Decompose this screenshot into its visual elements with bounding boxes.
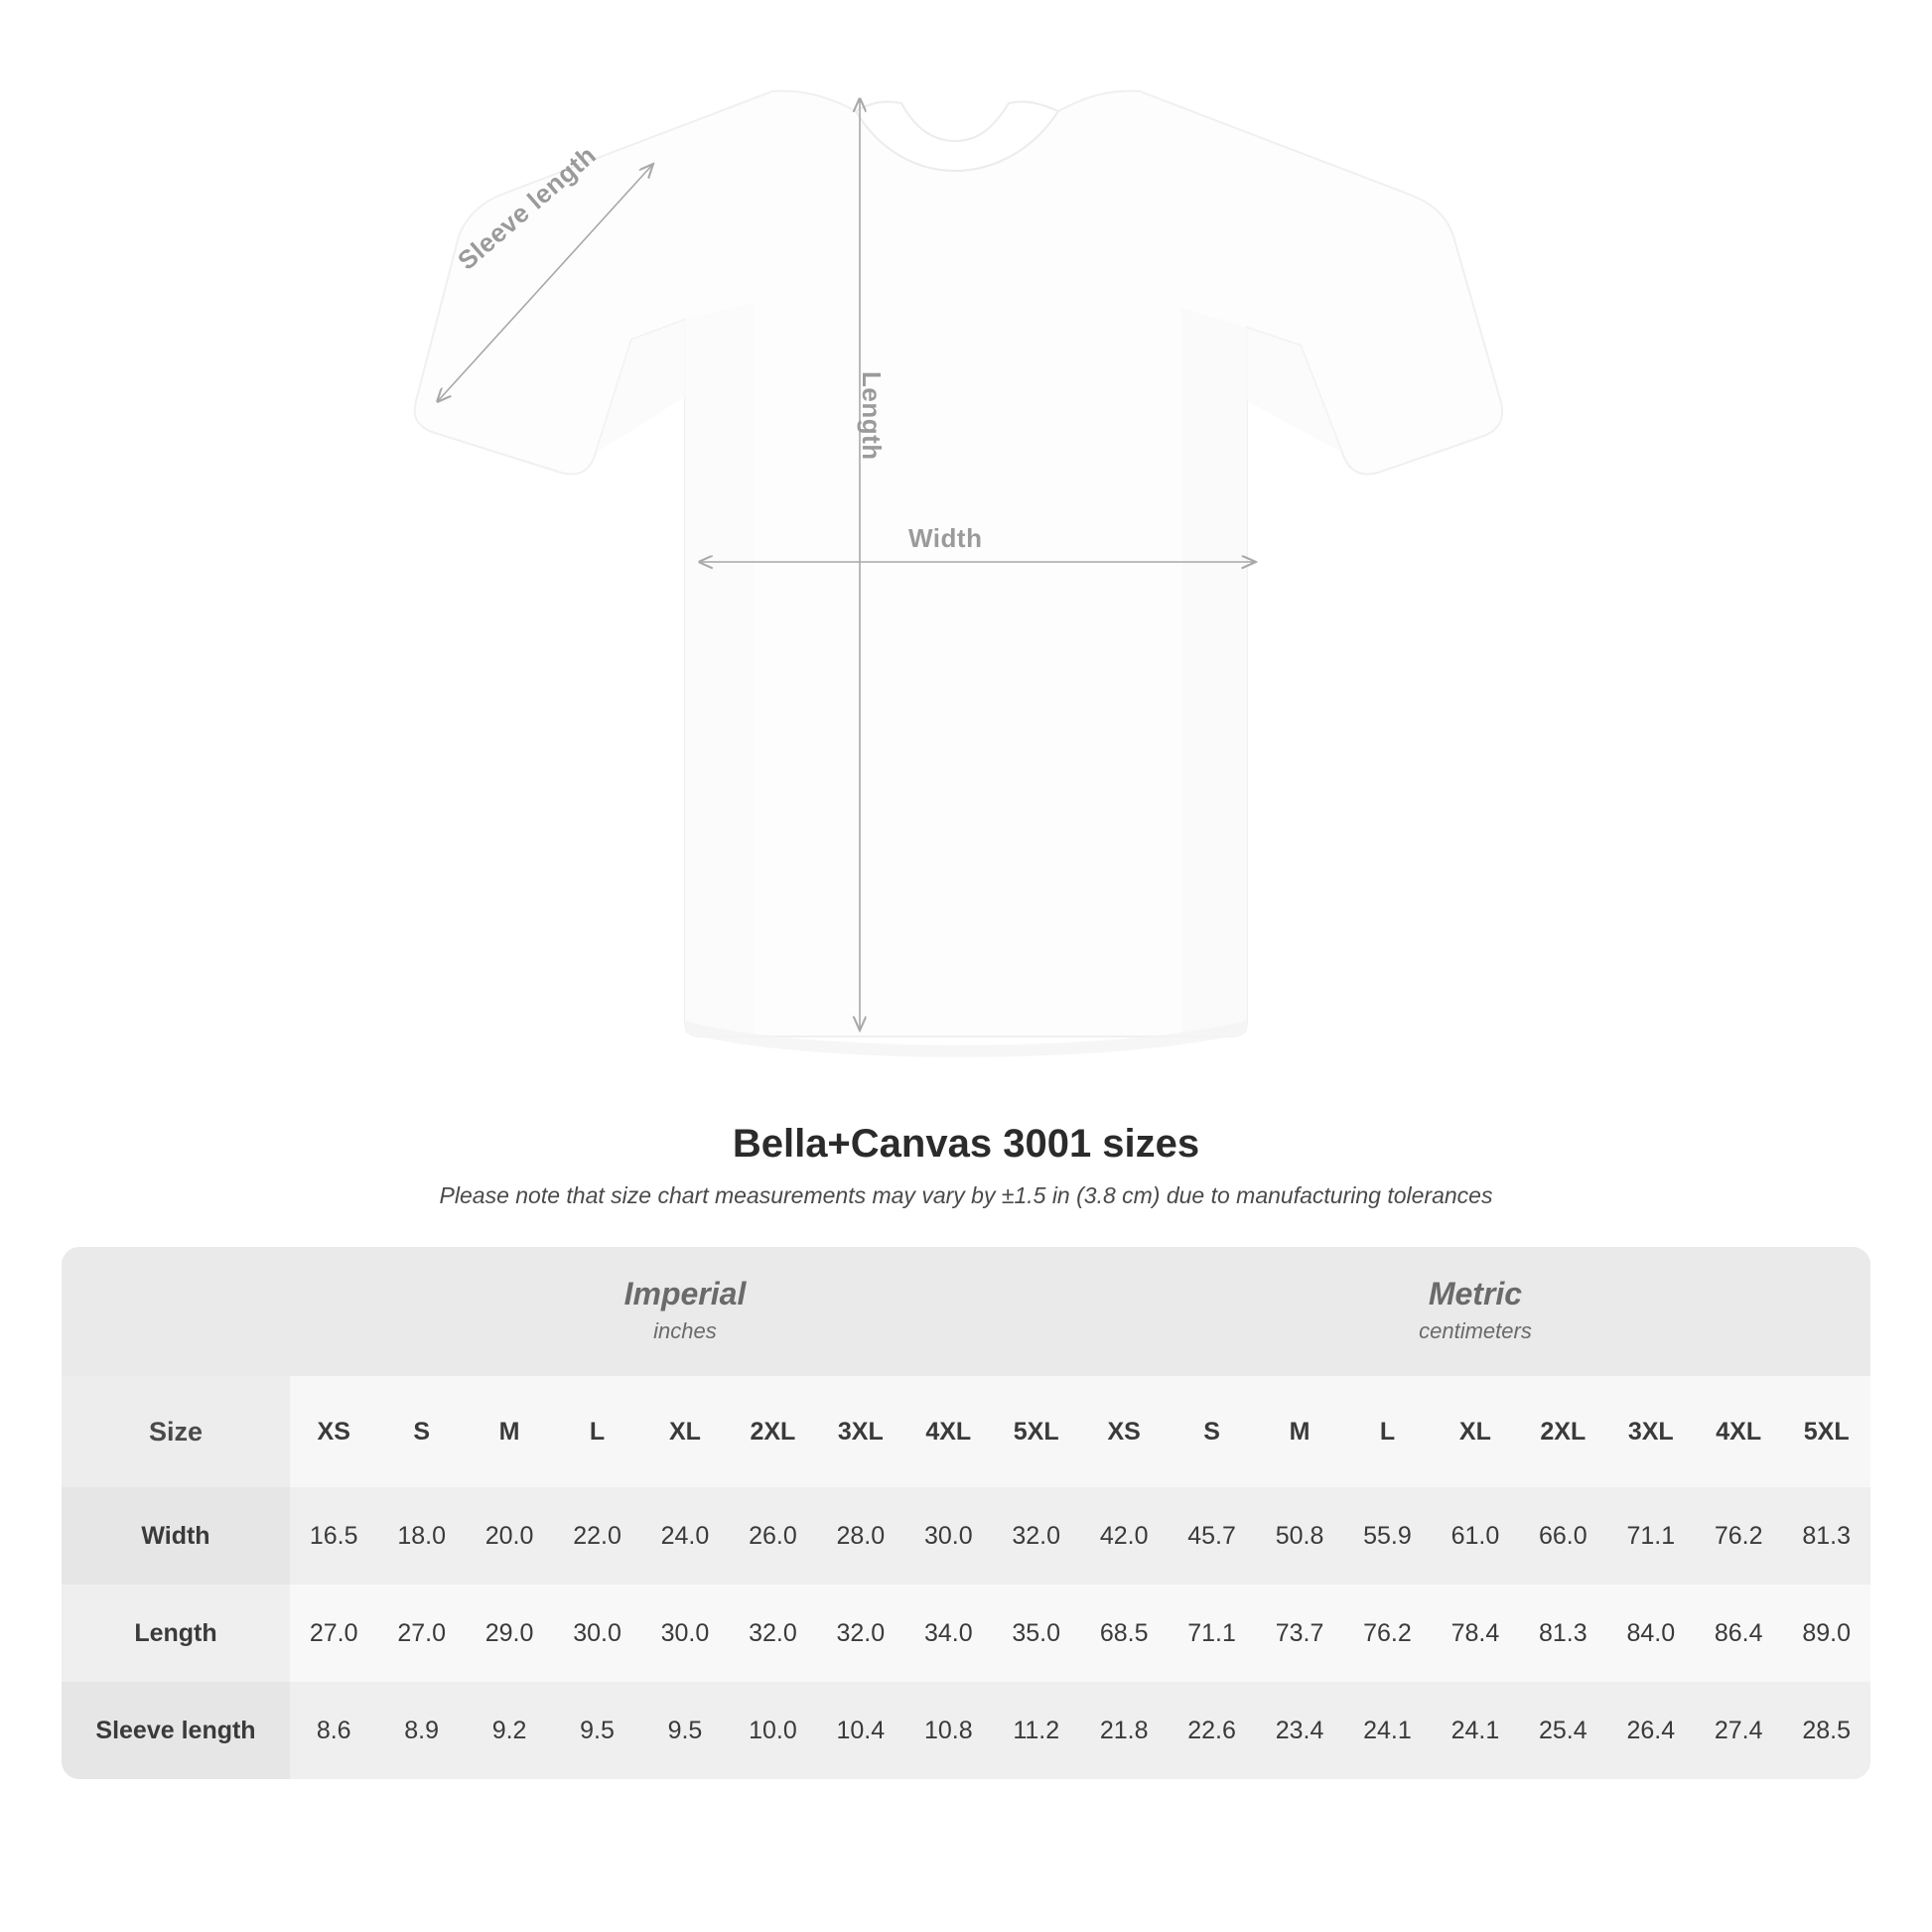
- tshirt-shape: [415, 91, 1502, 1057]
- table-cell: 8.9: [377, 1682, 465, 1779]
- table-cell: 73.7: [1256, 1585, 1343, 1682]
- table-cell: 32.0: [729, 1585, 816, 1682]
- size-header-cell: XS: [1080, 1376, 1168, 1487]
- table-cell: 34.0: [904, 1585, 992, 1682]
- table-cell: 45.7: [1168, 1487, 1255, 1585]
- table-cell: 61.0: [1432, 1487, 1519, 1585]
- size-header-cell: 4XL: [904, 1376, 992, 1487]
- table-cell: 71.1: [1607, 1487, 1695, 1585]
- table-cell: 81.3: [1782, 1487, 1870, 1585]
- length-label: Length: [857, 371, 887, 461]
- table-cell: 76.2: [1343, 1585, 1431, 1682]
- table-cell: 29.0: [466, 1585, 553, 1682]
- unit-group-name: Metric: [1428, 1276, 1523, 1312]
- table-cell: 9.5: [641, 1682, 729, 1779]
- table-cell: 86.4: [1695, 1585, 1782, 1682]
- table-cell: 28.0: [817, 1487, 904, 1585]
- table-cell: 18.0: [377, 1487, 465, 1585]
- size-header-cell: 3XL: [1607, 1376, 1695, 1487]
- table-cell: 32.0: [817, 1585, 904, 1682]
- table-cell: 24.1: [1343, 1682, 1431, 1779]
- size-header-cell: 5XL: [1782, 1376, 1870, 1487]
- unit-header-spacer: [62, 1247, 290, 1376]
- measurement-note: Please note that size chart measurements may vary by ±1.5 in (3.8 cm) due to manufacturing tolerances: [439, 1182, 1493, 1208]
- table-cell: 24.1: [1432, 1682, 1519, 1779]
- size-header-cell: 2XL: [1519, 1376, 1606, 1487]
- table-cell: 32.0: [993, 1487, 1080, 1585]
- table-cell: 30.0: [553, 1585, 640, 1682]
- unit-group-metric: [1080, 1247, 1870, 1376]
- table-cell: 23.4: [1256, 1682, 1343, 1779]
- size-header-cell: 3XL: [817, 1376, 904, 1487]
- table-cell: 76.2: [1695, 1487, 1782, 1585]
- size-header-row: [62, 1376, 1870, 1487]
- table-cell: 28.5: [1782, 1682, 1870, 1779]
- table-row: [62, 1585, 1870, 1682]
- table-cell: 50.8: [1256, 1487, 1343, 1585]
- table-cell: 35.0: [993, 1585, 1080, 1682]
- unit-header-row: [62, 1247, 1870, 1376]
- size-column-header: Size: [62, 1376, 290, 1487]
- table-cell: 27.0: [377, 1585, 465, 1682]
- unit-group-imperial: [290, 1247, 1080, 1376]
- table-cell: 22.0: [553, 1487, 640, 1585]
- table-cell: 55.9: [1343, 1487, 1431, 1585]
- unit-group-sub: centimeters: [1419, 1317, 1532, 1343]
- table-cell: 84.0: [1607, 1585, 1695, 1682]
- unit-group-sub: inches: [653, 1317, 717, 1343]
- table-cell: 16.5: [290, 1487, 377, 1585]
- unit-group-name: Imperial: [623, 1276, 747, 1312]
- size-header-cell: 2XL: [729, 1376, 816, 1487]
- table-cell: 20.0: [466, 1487, 553, 1585]
- size-header-cell: S: [1168, 1376, 1255, 1487]
- row-label: Width: [62, 1487, 290, 1585]
- size-header-cell: 5XL: [993, 1376, 1080, 1487]
- table-cell: 26.4: [1607, 1682, 1695, 1779]
- table-cell: 10.8: [904, 1682, 992, 1779]
- table-cell: 68.5: [1080, 1585, 1168, 1682]
- table-cell: 81.3: [1519, 1585, 1606, 1682]
- table-cell: 9.2: [466, 1682, 553, 1779]
- table-cell: 21.8: [1080, 1682, 1168, 1779]
- row-label: Sleeve length: [62, 1682, 290, 1779]
- row-label: Length: [62, 1585, 290, 1682]
- sleeve-length-label: Sleeve length: [452, 139, 603, 276]
- title-block: [0, 1122, 1932, 1209]
- table-cell: 30.0: [641, 1585, 729, 1682]
- size-header-cell: S: [377, 1376, 465, 1487]
- table-cell: 66.0: [1519, 1487, 1606, 1585]
- size-header-cell: L: [553, 1376, 640, 1487]
- size-header-cell: 4XL: [1695, 1376, 1782, 1487]
- size-table-container: [62, 1247, 1870, 1779]
- width-label: Width: [908, 523, 983, 553]
- table-cell: 11.2: [993, 1682, 1080, 1779]
- size-header-cell: L: [1343, 1376, 1431, 1487]
- table-cell: 27.4: [1695, 1682, 1782, 1779]
- table-row: [62, 1682, 1870, 1779]
- table-cell: 27.0: [290, 1585, 377, 1682]
- table-cell: 89.0: [1782, 1585, 1870, 1682]
- size-header-cell: XS: [290, 1376, 377, 1487]
- size-header-cell: XL: [1432, 1376, 1519, 1487]
- table-cell: 10.4: [817, 1682, 904, 1779]
- table-cell: 24.0: [641, 1487, 729, 1585]
- table-cell: 30.0: [904, 1487, 992, 1585]
- table-cell: 42.0: [1080, 1487, 1168, 1585]
- page-title: Bella+Canvas 3001 sizes: [732, 1122, 1200, 1166]
- table-cell: 71.1: [1168, 1585, 1255, 1682]
- table-cell: 22.6: [1168, 1682, 1255, 1779]
- table-cell: 25.4: [1519, 1682, 1606, 1779]
- size-header-cell: M: [466, 1376, 553, 1487]
- size-header-cell: M: [1256, 1376, 1343, 1487]
- table-cell: 26.0: [729, 1487, 816, 1585]
- table-cell: 8.6: [290, 1682, 377, 1779]
- table-cell: 9.5: [553, 1682, 640, 1779]
- table-cell: 78.4: [1432, 1585, 1519, 1682]
- size-header-cell: XL: [641, 1376, 729, 1487]
- table-row: [62, 1487, 1870, 1585]
- table-cell: 10.0: [729, 1682, 816, 1779]
- size-table: [62, 1247, 1870, 1779]
